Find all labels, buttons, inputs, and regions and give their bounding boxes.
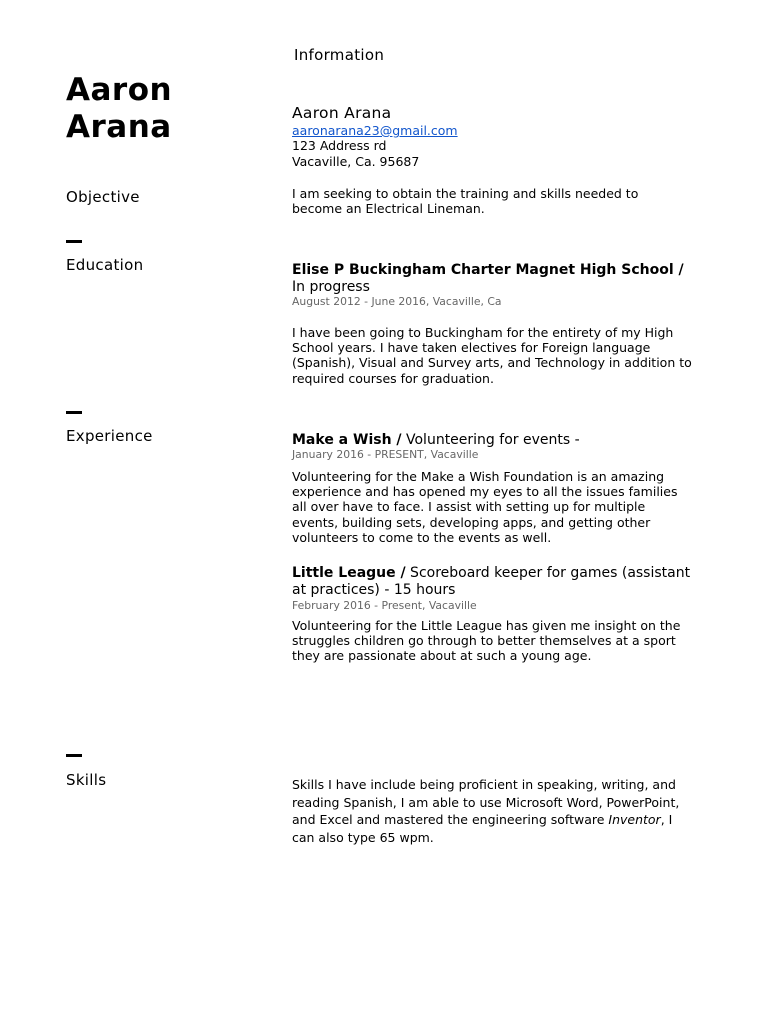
experience-title <box>292 432 692 449</box>
resume-name <box>66 72 172 146</box>
experience-role: Volunteering for events - <box>401 432 580 448</box>
education-description: I have been going to Buckingham for the entirety of my High School years. I have taken electives for Foreign language (Spanish), Visual and Survey arts, and Technology in addition to required courses for graduation. <box>292 325 692 386</box>
experience-description: Volunteering for the Make a Wish Foundation is an amazing experience and has opened my eyes to all the issues families all over have to face. I assist with setting up for multiple events, building sets, developing apps, and getting other volunteers to come to the events as well. <box>292 469 678 545</box>
objective-heading: Objective <box>66 188 140 206</box>
experience-org: Little League / <box>292 565 406 581</box>
experience-heading: Experience <box>66 427 153 445</box>
section-divider <box>66 411 82 414</box>
section-divider <box>66 754 82 757</box>
software-name: Inventor <box>608 812 661 827</box>
information-heading: Information <box>294 46 385 64</box>
school-name: Elise P Buckingham Charter Magnet High School / <box>292 262 684 278</box>
address-line: 123 Address rd <box>292 138 387 153</box>
education-title <box>292 262 692 295</box>
last-name: Arana <box>66 109 172 145</box>
experience-role: Scoreboard keeper for games (assistant at practices) - 15 hours <box>292 565 691 598</box>
email-link[interactable]: aaronarana23@gmail.com <box>292 123 458 138</box>
experience-dates: February 2016 - Present, Vacaville <box>292 599 477 612</box>
education-status: In progress <box>292 278 370 295</box>
experience-org: Make a Wish / <box>292 432 402 448</box>
skills-text-end: , I can also type 65 wpm. <box>292 812 673 845</box>
education-heading: Education <box>66 256 144 274</box>
experience-dates: January 2016 - PRESENT, Vacaville <box>292 448 479 461</box>
objective-text: I am seeking to obtain the training and skills needed to become an Electrical Lineman. <box>292 186 639 217</box>
city-line: Vacaville, Ca. 95687 <box>292 154 420 169</box>
contact-name: Aaron Arana <box>292 104 392 122</box>
experience-title <box>292 565 692 598</box>
first-name: Aaron <box>66 72 173 108</box>
experience-description: Volunteering for the Little League has given me insight on the struggles children go through to better themselves at a sport they are passionate about at such a young age. <box>292 618 681 664</box>
skills-text <box>292 776 687 846</box>
skills-heading: Skills <box>66 771 107 789</box>
skills-text-start: Skills I have include being proficient in speaking, writing, and reading Spanish, I am able to use Microsoft Word, PowerPoint, and Excel and mastered the engineering software <box>292 777 680 827</box>
section-divider <box>66 240 82 243</box>
education-dates: August 2012 - June 2016, Vacaville, Ca <box>292 295 502 308</box>
